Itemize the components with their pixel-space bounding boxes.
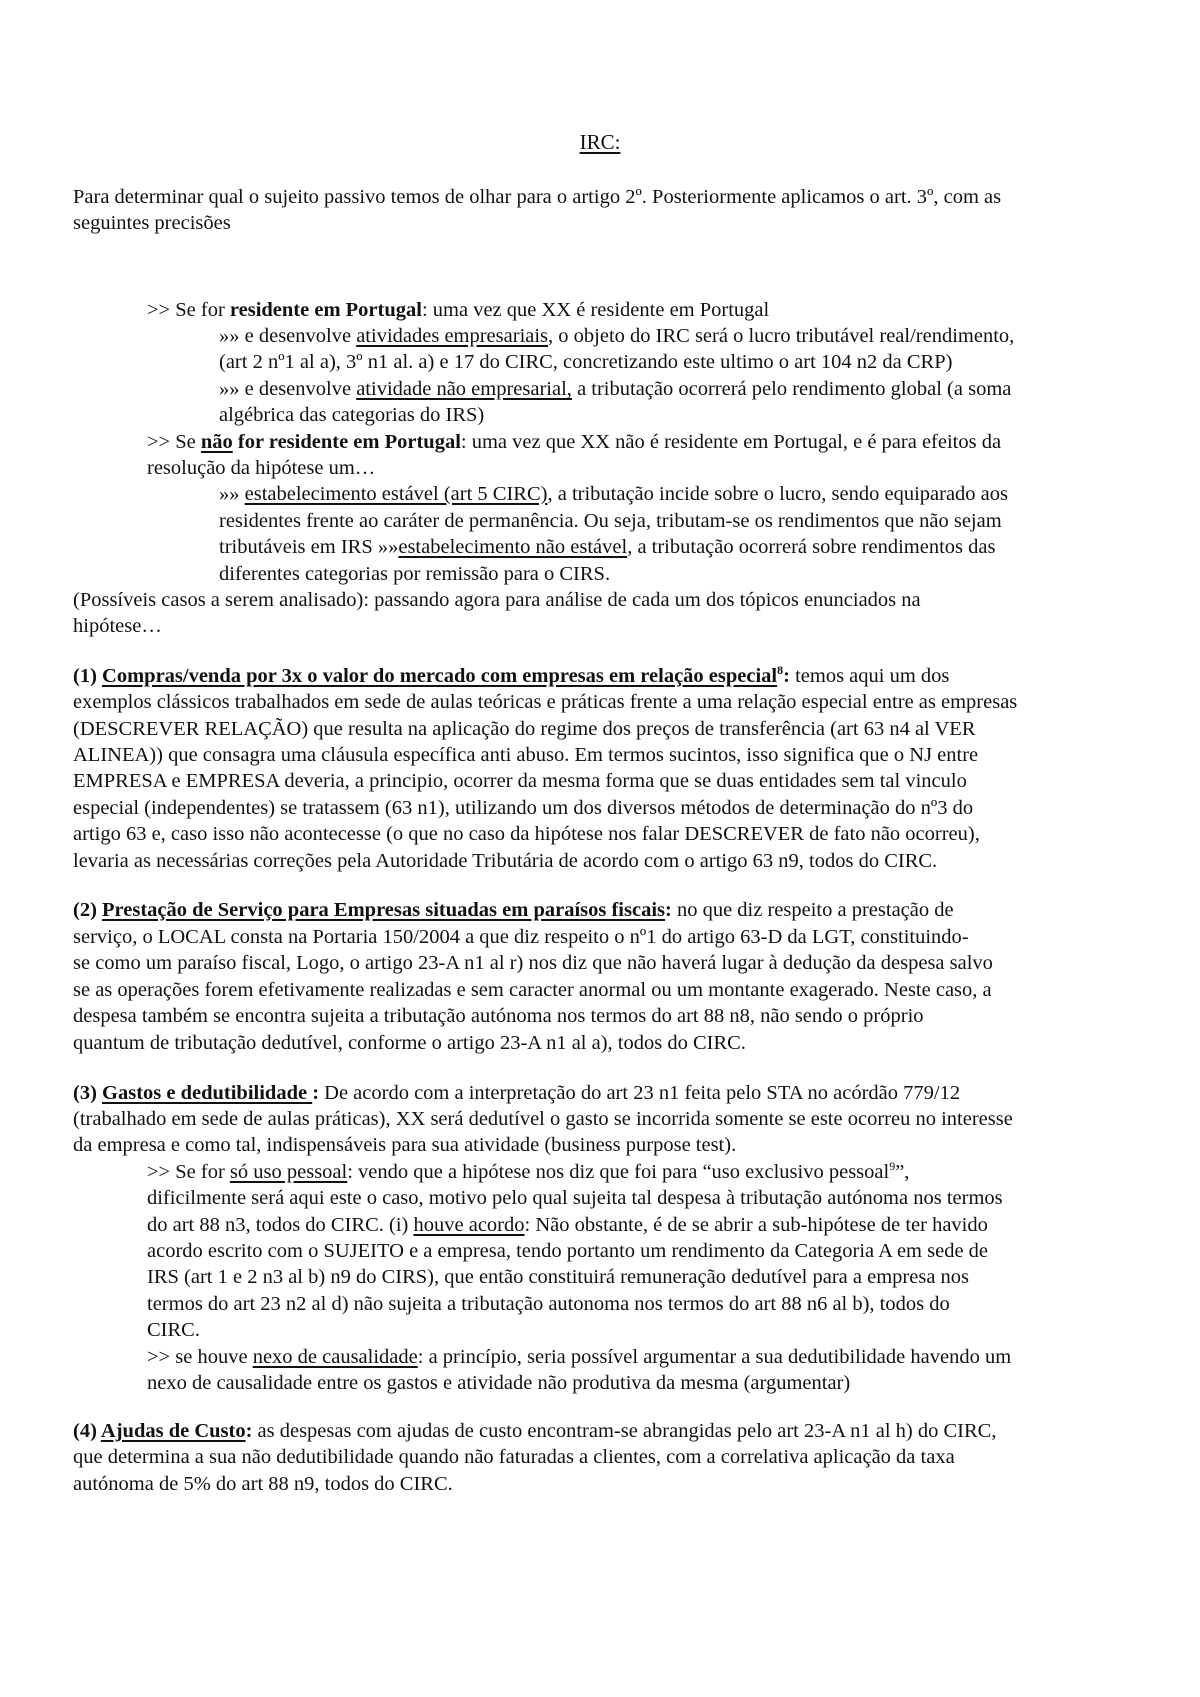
- resident-nonbusiness-line: »» e desenvolve atividade não empresarial, a tributação ocorrerá pelo rendimento global (a soma: [219, 378, 1012, 400]
- section-1-line: ALINEA)) que consagra uma cláusula específica anti abuso. Em termos sucintos, isso significa que o NJ entre: [73, 744, 979, 766]
- section-3-line: da empresa e como tal, indispensáveis para sua atividade (business purpose test).: [73, 1134, 737, 1156]
- section-1-heading: (1) Compras/venda por 3x o valor do mercado com empresas em relação especial$^8$: temos aqui um dos: [73, 663, 950, 687]
- section-2-line: serviço, o LOCAL consta na Portaria 150/2004 a que diz respeito o nº1 do artigo 63-D da LGT, constituindo-: [73, 926, 969, 948]
- stable-establishment-cont: residentes frente ao caráter de permanência. Ou seja, tributam-se os rendimentos que não sejam: [219, 510, 1002, 532]
- section-1-line: (DESCREVER RELAÇÃO) que resulta na aplicação do regime dos preços de transferência (art 63 n4 al VER: [73, 718, 976, 740]
- nonresident-line-cont: resolução da hipótese um…: [147, 457, 376, 479]
- resident-nonbusiness-cont: algébrica das categorias do IRS): [219, 404, 485, 426]
- section-4-heading: (4) Ajudas de Custo: as despesas com ajudas de custo encontram-se abrangidas pelo art 23-A n1 al h) do CIRC,: [73, 1420, 997, 1442]
- section-1-line: levaria as necessárias correções pela Autoridade Tributária de acordo com o artigo 63 n9, todos do CIRC.: [73, 850, 938, 872]
- personal-use-cont: dificilmente será aqui este o caso, motivo pelo qual sujeita tal despesa à tributação autónoma nos termos: [147, 1187, 1003, 1209]
- agreement-cont: termos do art 23 n2 al d) não sujeita a tributação autonoma nos termos do art 88 n6 al b), todos do: [147, 1293, 950, 1315]
- section-1-line: EMPRESA e EMPRESA deveria, a principio, ocorrer da mesma forma que se duas entidades sem tal vinculo: [73, 770, 967, 792]
- section-2-line: despesa também se encontra sujeita a tributação autónoma nos termos do art 88 n8, não sendo o próprio: [73, 1005, 924, 1027]
- section-1-line: exemplos clássicos trabalhados em sede de aulas teóricas e práticas frente a uma relação especial entre as empresas: [73, 691, 1018, 713]
- section-4-line: que determina a sua não dedutibilidade quando não faturadas a clientes, com a correlativa aplicação da taxa: [73, 1446, 955, 1468]
- section-1-line: especial (independentes) se tratassem (63 n1), utilizando um dos diversos métodos de determinação do nº3 do: [73, 797, 974, 819]
- section-4-line: autónoma de 5% do art 88 n9, todos do CIRC.: [73, 1473, 453, 1495]
- agreement-line: do art 88 n3, todos do CIRC. (i) houve acordo: Não obstante, é de se abrir a sub-hipótese de ter havido: [147, 1214, 988, 1236]
- agreement-cont: acordo escrito com o SUJEITO e a empresa, tendo portanto um rendimento da Categoria A em sede de: [147, 1240, 989, 1262]
- section-2-line: se como um paraíso fiscal, Logo, o artigo 23-A n1 al r) nos diz que não haverá lugar à dedução da despesa salvo: [73, 952, 993, 974]
- section-3-heading: (3) Gastos e dedutibilidade : De acordo com a interpretação do art 23 n1 feita pelo STA no acórdão 779/12: [73, 1082, 961, 1104]
- resident-line: >> Se for residente em Portugal: uma vez que XX é residente em Portugal: [147, 299, 770, 321]
- personal-use-line: >> Se for só uso pessoal: vendo que a hipótese nos diz que foi para “uso exclusivo pessoal$^9$”,: [147, 1159, 910, 1183]
- intro-line-2: seguintes precisões: [73, 212, 231, 234]
- cases-line-1: (Possíveis casos a serem analisado): passando agora para análise de cada um dos tópicos enunciados na: [73, 589, 921, 611]
- agreement-cont: CIRC.: [147, 1319, 200, 1341]
- intro-line-1: Para determinar qual o sujeito passivo temos de olhar para o artigo 2º. Posteriormente aplicamos o art. 3º, com as: [73, 186, 1002, 208]
- non-stable-establishment-cont: diferentes categorias por remissão para o CIRS.: [219, 563, 611, 585]
- section-2-heading: (2) Prestação de Serviço para Empresas situadas em paraísos fiscais: no que diz respeito a prestação de: [73, 899, 954, 921]
- causality-cont: nexo de causalidade entre os gastos e atividade não produtiva da mesma (argumentar): [147, 1372, 851, 1394]
- page-title: IRC:: [579, 130, 621, 154]
- section-3-line: (trabalhado em sede de aulas práticas), XX será dedutível o gasto se incorrida somente se este ocorreu no interesse: [73, 1108, 1013, 1130]
- nonresident-line: >> Se não for residente em Portugal: uma vez que XX não é residente em Portugal, e é para efeitos da: [147, 431, 1002, 453]
- section-2-line: quantum de tributação dedutível, conforme o artigo 23-A n1 al a), todos do CIRC.: [73, 1032, 746, 1054]
- cases-line-2: hipótese…: [73, 615, 162, 637]
- stable-establishment-line: »» estabelecimento estável (art 5 CIRC), a tributação incide sobre o lucro, sendo equiparado aos: [219, 483, 1008, 505]
- section-2-line: se as operações forem efetivamente realizadas e sem caracter anormal ou um montante exagerado. Neste caso, a: [73, 979, 992, 1001]
- section-1-line: artigo 63 e, caso isso não acontecesse (o que no caso da hipótese nos falar DESCREVER de fato não ocorreu),: [73, 823, 980, 845]
- non-stable-establishment-line: tributáveis em IRS »»estabelecimento não estável, a tributação ocorrerá sobre rendimentos das: [219, 536, 996, 558]
- resident-business-refs: (art 2 nº1 al a), 3º n1 al. a) e 17 do CIRC, concretizando este ultimo o art 104 n2 da CRP): [219, 351, 953, 373]
- resident-business-line: »» e desenvolve atividades empresariais, o objeto do IRC será o lucro tributável real/rendimento,: [219, 325, 1015, 347]
- agreement-cont: IRS (art 1 e 2 n3 al b) n9 do CIRS), que então constituirá remuneração dedutível para a empresa nos: [147, 1266, 970, 1288]
- causality-line: >> se houve nexo de causalidade: a princípio, seria possível argumentar a sua dedutibilidade havendo um: [147, 1346, 1012, 1368]
